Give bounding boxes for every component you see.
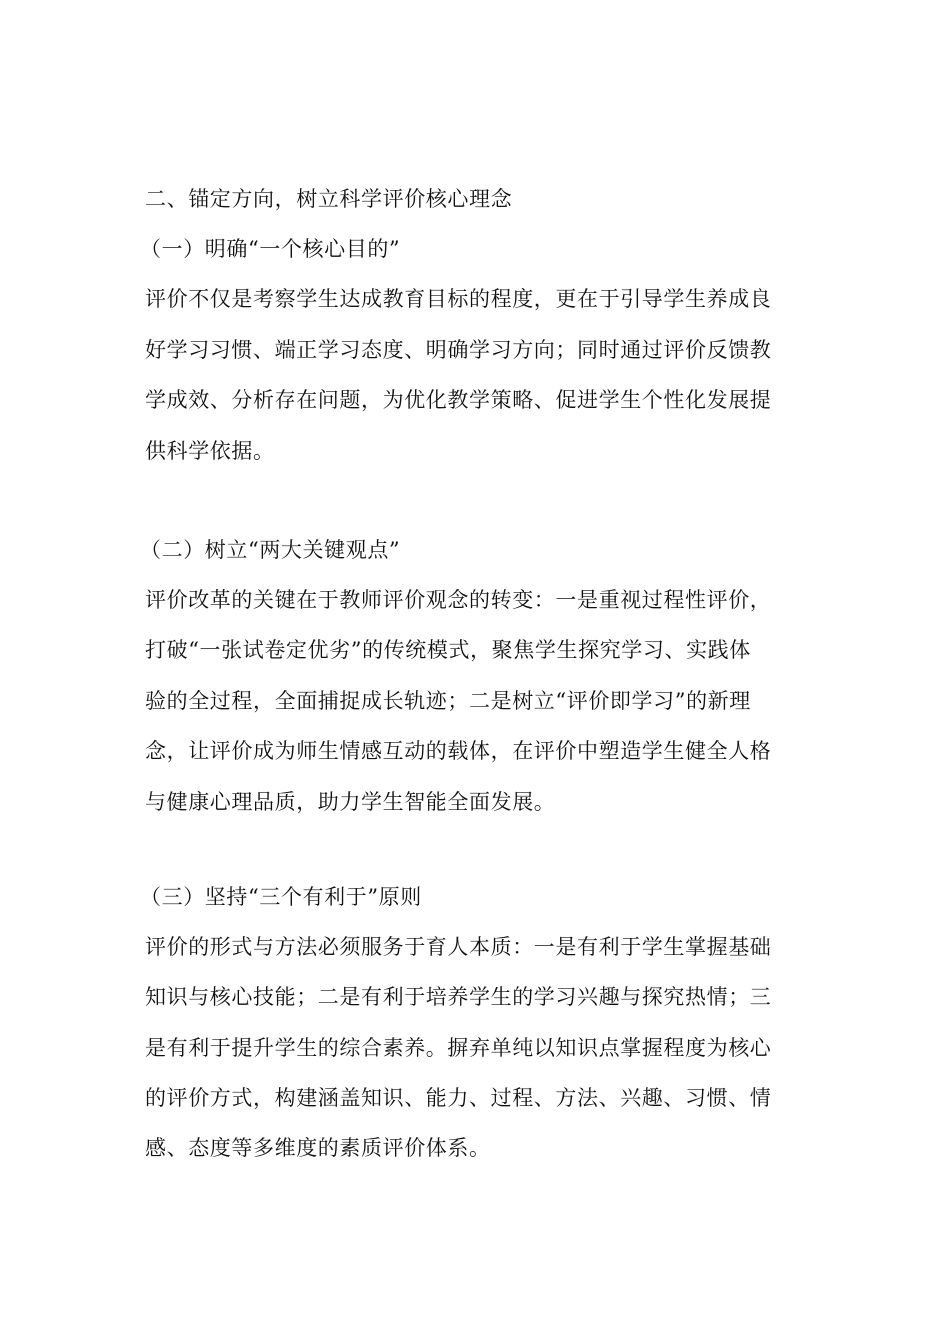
subsection-1-line-2: 好学习习惯、端正学习态度、明确学习方向；同时通过评价反馈教 (145, 338, 772, 362)
subsection-2-heading: （二）树立“两大关键观点” (140, 538, 401, 562)
section-heading: 二、锚定方向，树立科学评价核心理念 (145, 187, 513, 211)
subsection-1-line-4: 供科学依据。 (145, 439, 275, 463)
subsection-3-line-3: 是有利于提升学生的综合素养。摒弃单纯以知识点掌握程度为核心 (145, 1036, 772, 1060)
subsection-2-line-5: 与健康心理品质，助力学生智能全面发展。 (145, 790, 556, 814)
subsection-1-line-3: 学成效、分析存在问题，为优化教学策略、促进学生个性化发展提 (145, 388, 772, 412)
subsection-3-line-5: 感、态度等多维度的素质评价体系。 (145, 1136, 491, 1160)
subsection-2-line-2: 打破“一张试卷定优劣”的传统模式，聚焦学生探究学习、实践体 (145, 638, 751, 662)
subsection-1-heading: （一）明确“一个核心目的” (140, 237, 401, 261)
subsection-2-line-4: 念，让评价成为师生情感互动的载体，在评价中塑造学生健全人格 (145, 739, 772, 763)
subsection-3-line-2: 知识与核心技能；二是有利于培养学生的学习兴趣与探究热情；三 (145, 985, 772, 1009)
subsection-3-line-1: 评价的形式与方法必须服务于育人本质：一是有利于学生掌握基础 (145, 935, 772, 959)
subsection-3-heading: （三）坚持“三个有利于”原则 (140, 885, 422, 909)
subsection-3-line-4: 的评价方式，构建涵盖知识、能力、过程、方法、兴趣、习惯、情 (145, 1086, 772, 1110)
subsection-2-line-3: 验的全过程，全面捕捉成长轨迹；二是树立“评价即学习”的新理 (145, 689, 751, 713)
subsection-2-line-1: 评价改革的关键在于教师评价观念的转变：一是重视过程性评价， (145, 588, 772, 612)
subsection-1-line-1: 评价不仅是考察学生达成教育目标的程度，更在于引导学生养成良 (145, 287, 772, 311)
